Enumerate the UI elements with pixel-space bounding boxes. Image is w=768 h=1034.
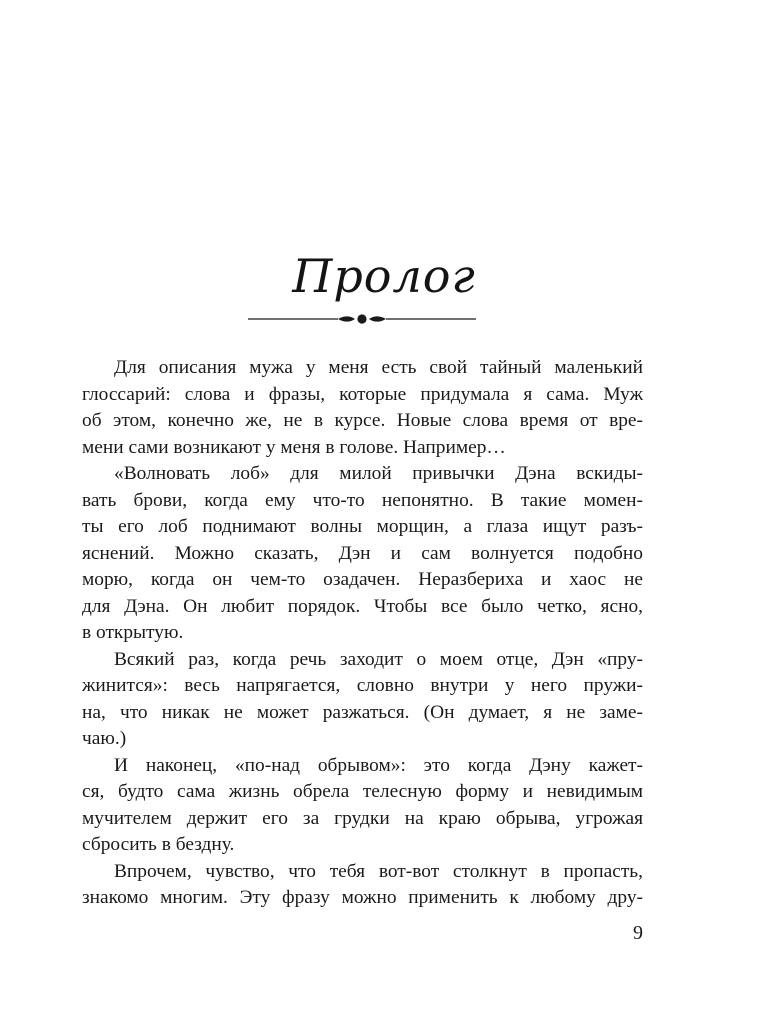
text-line: мени сами возникают у меня в голове. Например… [82,436,506,458]
text-line: об этом, конечно же, не в курсе. Новые слова время от вре- [82,410,643,431]
text-line: яснений. Можно сказать, Дэн и сам волнуется подобно [82,542,643,564]
text-line: «Волновать лоб» для милой привычки Дэна вскиды- [114,463,643,484]
chapter-title: Пролог [292,249,476,303]
text-line: морю, когда он чем-то озадачен. Неразбериха и хаос не [82,569,643,590]
text-line: мучителем держит его за грудки на краю обрыва, угрожая [82,807,643,829]
page-number: 9 [633,922,643,944]
text-line: жинится»: весь напрягается, словно внутри у него пружи- [82,675,643,696]
text-line: вать брови, когда ему что-то непонятно. В такие момен- [82,489,643,511]
text-line: И наконец, «по-над обрывом»: это когда Дэну кажет- [114,754,643,776]
text-line: чаю.) [82,728,127,749]
text-line: на, что никак не может разжаться. (Он думает, я не заме- [82,701,643,723]
text-line: Для описания мужа у меня есть свой тайный маленький [114,357,643,378]
text-line: ся, будто сама жизнь обрела телесную форму и невидимым [82,781,643,802]
text-line: Всякий раз, когда речь заходит о моем отце, Дэн «пру- [114,648,643,670]
text-line: ты его лоб поднимают волны морщин, а глаза ищут разъ- [82,516,643,537]
text-line: глоссарий: слова и фразы, которые придумала я сама. Муж [82,383,643,405]
text-line: в открытую. [82,622,184,643]
text-line: для Дэна. Он любит порядок. Чтобы все было четко, ясно, [82,595,643,617]
title-divider-ornament-icon [248,309,476,329]
text-line: знакомо многим. Эту фразу можно применить к любому дру- [82,887,643,908]
text-line: Впрочем, чувство, что тебя вот-вот столкнут в пропасть, [114,860,643,882]
text-line: сбросить в бездну. [82,834,235,855]
body-text [82,355,643,912]
